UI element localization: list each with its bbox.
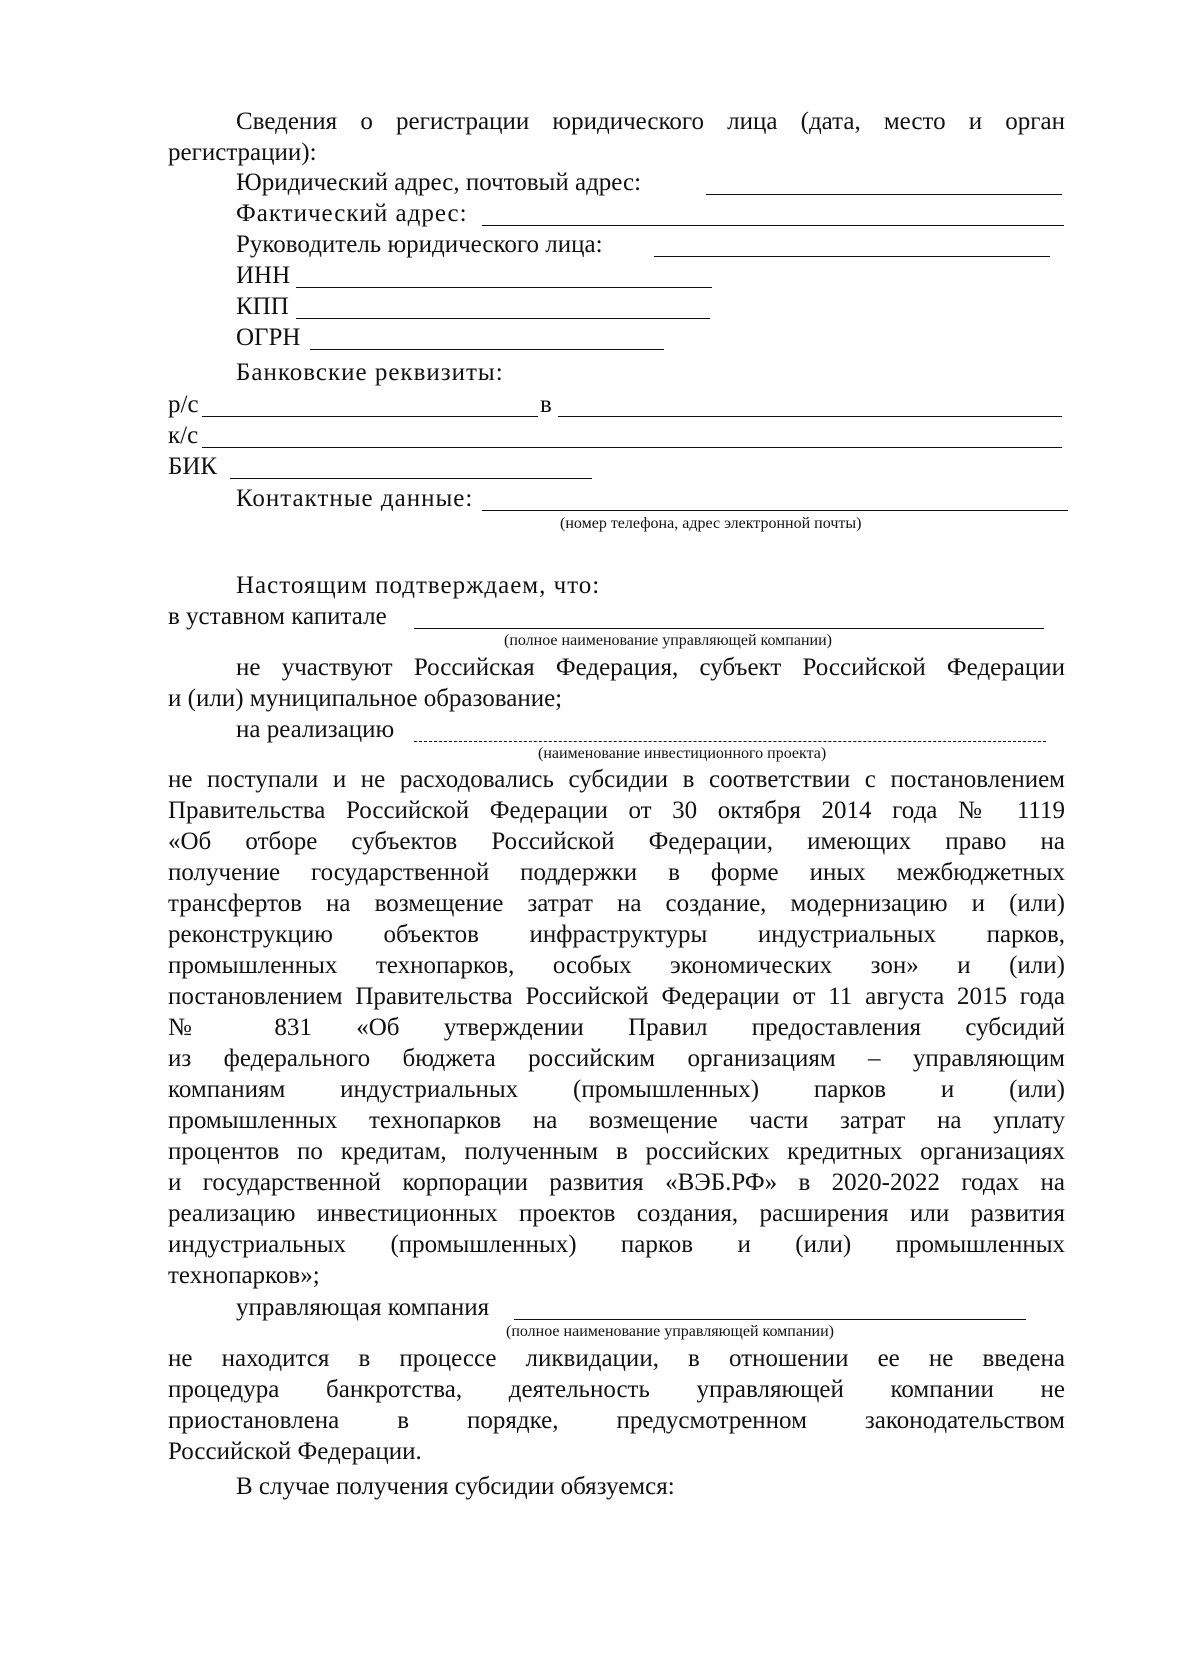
legal-address-field[interactable] (706, 194, 1062, 195)
inn-label: ИНН (236, 262, 291, 289)
liquidation-line: приостановлена в порядке, предусмотренном законодательством (168, 1407, 1065, 1434)
rs-label: р/с (168, 391, 199, 418)
actual-address-label: Фактический адрес: (236, 200, 468, 227)
subsidy-line: № 831 «Об утверждении Правил предоставления субсидий (168, 1014, 1065, 1041)
subsidy-line: из федерального бюджета российским организациям – управляющим (168, 1045, 1065, 1072)
subsidy-line: трансфертов на возмещение затрат на создание, модернизацию и (или) (168, 890, 1065, 917)
project-field[interactable] (414, 741, 1046, 742)
subsidy-line: постановлением Правительства Российской Федерации от 11 августа 2015 года (168, 983, 1065, 1010)
liquidation-line: не находится в процессе ликвидации, в отношении ее не введена (168, 1345, 1065, 1372)
ks-field[interactable] (202, 447, 1062, 448)
no-participation-line2: и (или) муниципальное образование; (168, 685, 563, 712)
bik-field[interactable] (230, 478, 592, 479)
no-participation-line1: не участвуют Российская Федерация, субъект Российской Федерации (236, 654, 1065, 681)
rs-account-field[interactable] (202, 416, 538, 417)
registration-heading-line2: регистрации): (168, 139, 317, 166)
director-field[interactable] (654, 256, 1050, 257)
subsidy-line: не поступали и не расходовались субсидии в соответствии с постановлением (168, 766, 1065, 793)
ks-label: к/с (168, 422, 199, 449)
company-label: управляющая компания (236, 1294, 490, 1321)
company-field[interactable] (514, 1319, 1026, 1320)
subsidy-line: реконструкцию объектов инфраструктуры индустриальных парков, (168, 921, 1065, 948)
ogrn-field[interactable] (310, 349, 664, 350)
actual-address-field[interactable] (482, 225, 1064, 226)
subsidy-line: процентов по кредитам, полученным в российских кредитных организациях (168, 1138, 1065, 1165)
company-caption: (полное наименование управляющей компании) (506, 1323, 834, 1340)
rs-in-label: в (540, 391, 552, 418)
subsidy-line: компаниям индустриальных (промышленных) парков и (или) (168, 1076, 1065, 1103)
contacts-label: Контактные данные: (236, 485, 474, 512)
ogrn-label: ОГРН (236, 324, 301, 351)
registration-heading-line1: Сведения о регистрации юридического лица (дата, место и орган (236, 108, 1065, 135)
kpp-field[interactable] (296, 318, 710, 319)
capital-caption: (полное наименование управляющей компании) (504, 632, 832, 649)
confirmation-intro: Настоящим подтверждаем, что: (236, 572, 601, 599)
obligations-heading: В случае получения субсидии обязуемся: (236, 1473, 675, 1500)
subsidy-line: технопарков»; (168, 1262, 320, 1289)
subsidy-line: Правительства Российской Федерации от 30 октября 2014 года № 1119 (168, 797, 1065, 824)
project-caption: (наименование инвестиционного проекта) (538, 745, 827, 762)
inn-field[interactable] (296, 287, 712, 288)
director-label: Руководитель юридического лица: (236, 231, 603, 258)
subsidy-line: получение государственной поддержки в форме иных межбюджетных (168, 859, 1065, 886)
bank-details-label: Банковские реквизиты: (236, 359, 504, 386)
liquidation-line: Российской Федерации. (168, 1438, 422, 1465)
kpp-label: КПП (236, 293, 289, 320)
project-label: на реализацию (236, 716, 395, 743)
subsidy-line: индустриальных (промышленных) парков и (или) промышленных (168, 1231, 1065, 1258)
subsidy-line: промышленных технопарков, особых экономических зон» и (или) (168, 952, 1065, 979)
subsidy-line: промышленных технопарков на возмещение части затрат на уплату (168, 1107, 1065, 1134)
contacts-caption: (номер телефона, адрес электронной почты) (560, 515, 862, 532)
capital-field[interactable] (414, 628, 1044, 629)
bik-label: БИК (168, 453, 218, 480)
subsidy-line: «Об отборе субъектов Российской Федерации, имеющих право на (168, 828, 1065, 855)
liquidation-line: процедура банкротства, деятельность управляющей компании не (168, 1376, 1065, 1403)
capital-label: в уставном капитале (168, 603, 387, 630)
subsidy-line: и государственной корпорации развития «ВЭБ.РФ» в 2020-2022 годах на (168, 1169, 1065, 1196)
contacts-field[interactable] (482, 510, 1068, 511)
legal-address-label: Юридический адрес, почтовый адрес: (236, 169, 642, 196)
rs-bank-field[interactable] (558, 416, 1062, 417)
subsidy-line: реализацию инвестиционных проектов создания, расширения или развития (168, 1200, 1065, 1227)
